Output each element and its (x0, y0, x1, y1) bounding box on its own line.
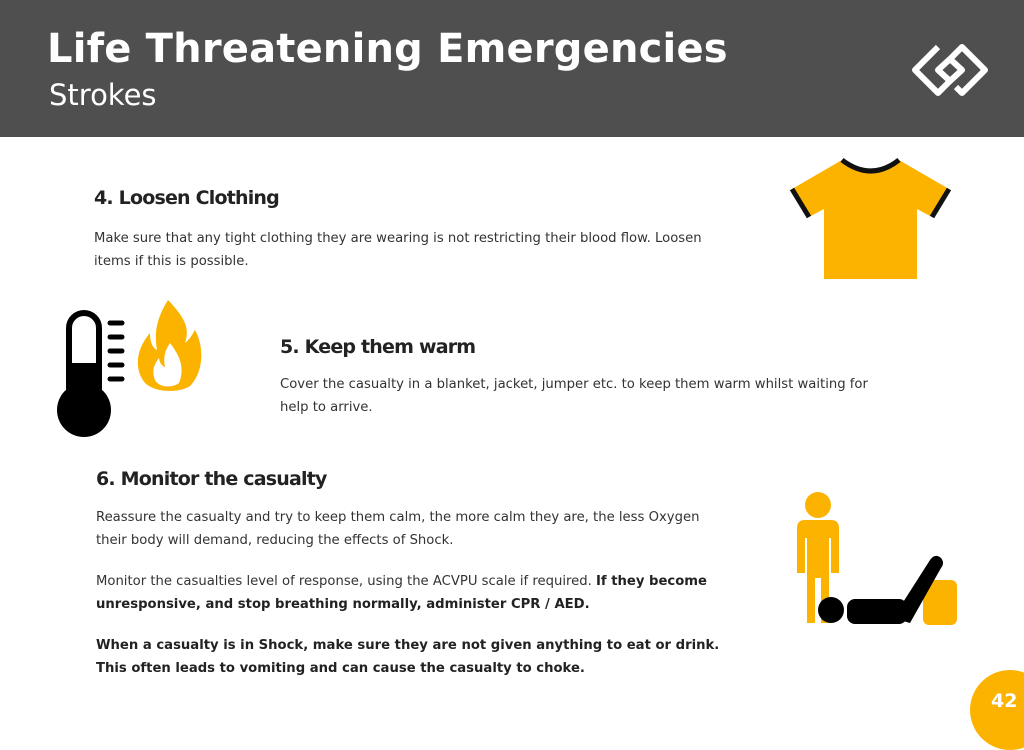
section-text-monitor-response (96, 570, 726, 616)
section-text-keep-warm: Cover the casualty in a blanket, jacket, jumper etc. to keep them warm whilst waiting for help to arrive. (280, 377, 868, 415)
header (0, 0, 1024, 137)
section-text-monitor: Reassure the casualty and try to keep them calm, the more calm they are, the less Oxygen their body will demand, reducing the effects of Shock. (96, 510, 700, 548)
response-text: Monitor the casualties level of response, using the ACVPU scale if required. (96, 574, 596, 589)
flame-icon (135, 298, 205, 393)
logo-icon (910, 42, 990, 98)
section-heading-keep-warm: 5. Keep them warm (280, 336, 476, 358)
page-number: 42 (991, 690, 1018, 712)
shock-warning: When a casualty is in Shock, make sure they are not given anything to eat or drink. This often leads to vomiting and can cause the casualty to choke. (96, 638, 720, 676)
page-number-badge (970, 670, 1024, 750)
cpr-warning: If they become unresponsive, and stop breathing normally, administer CPR / AED. (96, 574, 707, 612)
section-text-shock-warning (96, 634, 726, 680)
section-heading-monitor: 6. Monitor the casualty (96, 468, 327, 490)
page-subtitle: Strokes (49, 78, 157, 112)
page-title: Life Threatening Emergencies (47, 26, 728, 72)
tshirt-icon (787, 157, 952, 282)
recovery-position-icon (785, 488, 960, 628)
thermometer-icon (55, 308, 125, 438)
section-text-loosen-clothing: Make sure that any tight clothing they are wearing is not restricting their blood flow. Loosen items if this is possible. (94, 231, 702, 269)
section-heading-loosen-clothing: 4. Loosen Clothing (94, 187, 279, 209)
